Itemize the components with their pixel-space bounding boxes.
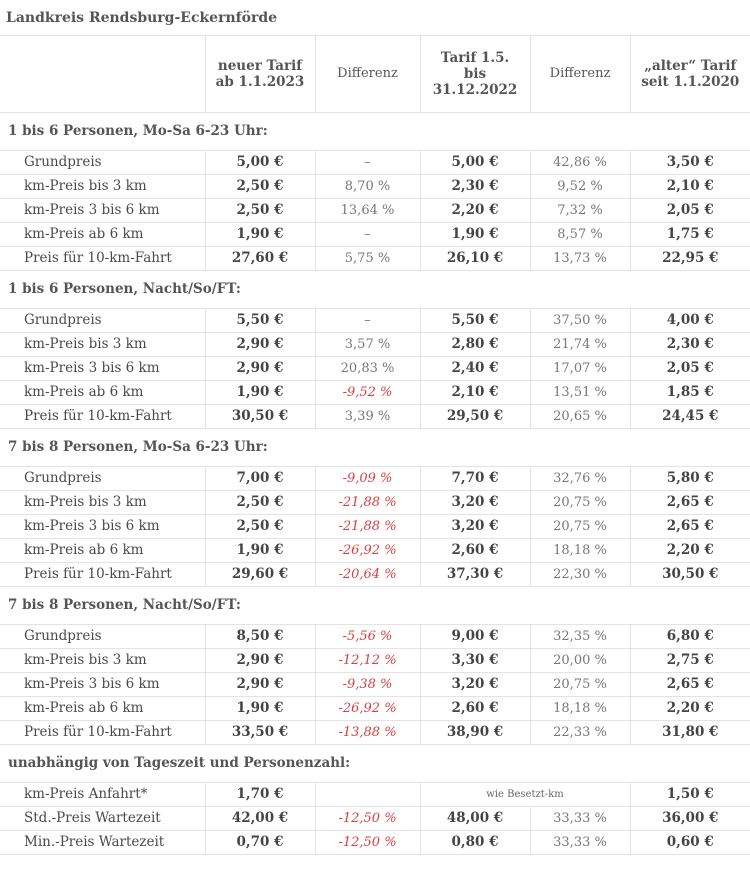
row-label: Grundpreis (0, 624, 205, 648)
section-header-row (0, 112, 750, 150)
price-interim: 9,00 € (420, 624, 530, 648)
price-interim: 2,20 € (420, 198, 530, 222)
difference-interim-vs-old: 18,18 % (530, 696, 630, 720)
difference-new-vs-interim: -21,88 % (315, 514, 420, 538)
header-difference-1: Differenz (315, 36, 420, 112)
difference-new-vs-interim: -9,38 % (315, 672, 420, 696)
difference-new-vs-interim: -12,50 % (315, 806, 420, 830)
difference-interim-vs-old: 22,33 % (530, 720, 630, 744)
price-new: 2,90 € (205, 648, 315, 672)
price-old: 2,30 € (630, 332, 750, 356)
price-new: 42,00 € (205, 806, 315, 830)
section-title: 7 bis 8 Personen, Nacht/So/FT: (0, 586, 750, 624)
section-header-row (0, 428, 750, 466)
difference-new-vs-interim: – (315, 222, 420, 246)
row-label: Preis für 10-km-Fahrt (0, 404, 205, 428)
section-header-row (0, 744, 750, 782)
price-new: 2,90 € (205, 672, 315, 696)
section-title: 7 bis 8 Personen, Mo-Sa 6-23 Uhr: (0, 428, 750, 466)
difference-new-vs-interim: -12,12 % (315, 648, 420, 672)
row-label: Grundpreis (0, 466, 205, 490)
header-row (0, 36, 750, 112)
price-interim: 2,10 € (420, 380, 530, 404)
table-row (0, 150, 750, 174)
row-label: Grundpreis (0, 150, 205, 174)
row-label: km-Preis bis 3 km (0, 490, 205, 514)
difference-new-vs-interim: 3,57 % (315, 332, 420, 356)
difference-interim-vs-old: 7,32 % (530, 198, 630, 222)
table-row (0, 624, 750, 648)
price-interim: 48,00 € (420, 806, 530, 830)
price-new: 33,50 € (205, 720, 315, 744)
price-new: 1,90 € (205, 380, 315, 404)
row-label: Preis für 10-km-Fahrt (0, 720, 205, 744)
price-new: 2,90 € (205, 356, 315, 380)
section-title: 1 bis 6 Personen, Nacht/So/FT: (0, 270, 750, 308)
price-interim: 37,30 € (420, 562, 530, 586)
price-interim: 3,20 € (420, 490, 530, 514)
difference-interim-vs-old: 20,00 % (530, 648, 630, 672)
price-interim: 2,60 € (420, 538, 530, 562)
difference-new-vs-interim: -12,50 % (315, 830, 420, 854)
table-row (0, 332, 750, 356)
table-row (0, 514, 750, 538)
row-label: km-Preis 3 bis 6 km (0, 356, 205, 380)
difference-new-vs-interim (315, 782, 420, 806)
price-new: 5,50 € (205, 308, 315, 332)
price-old: 4,00 € (630, 308, 750, 332)
table-row (0, 806, 750, 830)
price-interim: 3,30 € (420, 648, 530, 672)
price-interim: 3,20 € (420, 672, 530, 696)
price-new: 2,90 € (205, 332, 315, 356)
price-old: 1,85 € (630, 380, 750, 404)
difference-interim-vs-old: 33,33 % (530, 830, 630, 854)
price-old: 30,50 € (630, 562, 750, 586)
difference-interim-vs-old: 17,07 % (530, 356, 630, 380)
price-old: 5,80 € (630, 466, 750, 490)
row-label: Preis für 10-km-Fahrt (0, 246, 205, 270)
table-row (0, 672, 750, 696)
row-label: Min.-Preis Wartezeit (0, 830, 205, 854)
price-old: 2,05 € (630, 356, 750, 380)
price-old: 31,80 € (630, 720, 750, 744)
difference-interim-vs-old: 22,30 % (530, 562, 630, 586)
row-label: km-Preis bis 3 km (0, 648, 205, 672)
table-row (0, 696, 750, 720)
price-new: 2,50 € (205, 514, 315, 538)
section-header-row (0, 270, 750, 308)
table-row (0, 222, 750, 246)
difference-new-vs-interim: -9,52 % (315, 380, 420, 404)
price-new: 1,90 € (205, 538, 315, 562)
price-new: 30,50 € (205, 404, 315, 428)
row-label: Grundpreis (0, 308, 205, 332)
price-new: 0,70 € (205, 830, 315, 854)
header-interim-tariff: Tarif 1.5. bis 31.12.2022 (420, 36, 530, 112)
row-label: km-Preis Anfahrt* (0, 782, 205, 806)
price-old: 2,65 € (630, 672, 750, 696)
price-old: 2,05 € (630, 198, 750, 222)
price-interim: 26,10 € (420, 246, 530, 270)
row-label: km-Preis ab 6 km (0, 380, 205, 404)
section-title: unabhängig von Tageszeit und Personenzahl: (0, 744, 750, 782)
row-label: km-Preis ab 6 km (0, 222, 205, 246)
interim-note: wie Besetzt-km (420, 782, 630, 806)
price-old: 3,50 € (630, 150, 750, 174)
price-old: 22,95 € (630, 246, 750, 270)
price-old: 1,75 € (630, 222, 750, 246)
difference-interim-vs-old: 32,76 % (530, 466, 630, 490)
tariff-table (0, 36, 750, 855)
difference-new-vs-interim: -21,88 % (315, 490, 420, 514)
price-new: 8,50 € (205, 624, 315, 648)
difference-interim-vs-old: 21,74 % (530, 332, 630, 356)
section-header-row (0, 586, 750, 624)
row-label: km-Preis 3 bis 6 km (0, 672, 205, 696)
difference-new-vs-interim: -5,56 % (315, 624, 420, 648)
price-new: 2,50 € (205, 174, 315, 198)
price-interim: 29,50 € (420, 404, 530, 428)
price-new: 1,90 € (205, 696, 315, 720)
price-new: 1,90 € (205, 222, 315, 246)
price-new: 1,70 € (205, 782, 315, 806)
difference-new-vs-interim: -20,64 % (315, 562, 420, 586)
table-row (0, 380, 750, 404)
header-empty (0, 36, 205, 112)
difference-interim-vs-old: 32,35 % (530, 624, 630, 648)
price-new: 5,00 € (205, 150, 315, 174)
difference-new-vs-interim: – (315, 150, 420, 174)
price-interim: 0,80 € (420, 830, 530, 854)
difference-interim-vs-old: 18,18 % (530, 538, 630, 562)
price-interim: 2,30 € (420, 174, 530, 198)
row-label: km-Preis 3 bis 6 km (0, 514, 205, 538)
difference-interim-vs-old: 20,75 % (530, 490, 630, 514)
table-row (0, 246, 750, 270)
table-row (0, 198, 750, 222)
table-row (0, 356, 750, 380)
difference-new-vs-interim: -26,92 % (315, 538, 420, 562)
difference-interim-vs-old: 42,86 % (530, 150, 630, 174)
price-new: 29,60 € (205, 562, 315, 586)
price-old: 2,65 € (630, 514, 750, 538)
price-new: 27,60 € (205, 246, 315, 270)
price-old: 2,10 € (630, 174, 750, 198)
price-new: 7,00 € (205, 466, 315, 490)
price-new: 2,50 € (205, 490, 315, 514)
row-label: km-Preis bis 3 km (0, 174, 205, 198)
difference-new-vs-interim: 13,64 % (315, 198, 420, 222)
row-label: km-Preis 3 bis 6 km (0, 198, 205, 222)
table-row (0, 562, 750, 586)
price-old: 36,00 € (630, 806, 750, 830)
difference-interim-vs-old: 8,57 % (530, 222, 630, 246)
table-row (0, 174, 750, 198)
price-interim: 5,00 € (420, 150, 530, 174)
price-interim: 1,90 € (420, 222, 530, 246)
table-row (0, 490, 750, 514)
header-new-tariff: neuer Tarif ab 1.1.2023 (205, 36, 315, 112)
price-interim: 2,60 € (420, 696, 530, 720)
difference-new-vs-interim: 8,70 % (315, 174, 420, 198)
difference-interim-vs-old: 37,50 % (530, 308, 630, 332)
section-title: 1 bis 6 Personen, Mo-Sa 6-23 Uhr: (0, 112, 750, 150)
difference-new-vs-interim: 5,75 % (315, 246, 420, 270)
price-old: 2,65 € (630, 490, 750, 514)
price-interim: 3,20 € (420, 514, 530, 538)
price-old: 2,20 € (630, 538, 750, 562)
table-row (0, 782, 750, 806)
row-label: Preis für 10-km-Fahrt (0, 562, 205, 586)
table-row (0, 538, 750, 562)
price-old: 2,75 € (630, 648, 750, 672)
row-label: Std.-Preis Wartezeit (0, 806, 205, 830)
price-old: 6,80 € (630, 624, 750, 648)
price-interim: 2,80 € (420, 332, 530, 356)
table-row (0, 720, 750, 744)
header-difference-2: Differenz (530, 36, 630, 112)
price-old: 2,20 € (630, 696, 750, 720)
header-old-tariff: „alter“ Tarif seit 1.1.2020 (630, 36, 750, 112)
difference-new-vs-interim: – (315, 308, 420, 332)
price-new: 2,50 € (205, 198, 315, 222)
price-old: 24,45 € (630, 404, 750, 428)
difference-interim-vs-old: 13,51 % (530, 380, 630, 404)
price-interim: 5,50 € (420, 308, 530, 332)
difference-interim-vs-old: 33,33 % (530, 806, 630, 830)
difference-interim-vs-old: 9,52 % (530, 174, 630, 198)
row-label: km-Preis ab 6 km (0, 696, 205, 720)
row-label: km-Preis bis 3 km (0, 332, 205, 356)
difference-interim-vs-old: 20,75 % (530, 672, 630, 696)
difference-interim-vs-old: 13,73 % (530, 246, 630, 270)
difference-new-vs-interim: 3,39 % (315, 404, 420, 428)
table-row (0, 308, 750, 332)
price-interim: 38,90 € (420, 720, 530, 744)
table-row (0, 830, 750, 854)
difference-new-vs-interim: -26,92 % (315, 696, 420, 720)
table-row (0, 648, 750, 672)
table-row (0, 466, 750, 490)
price-interim: 2,40 € (420, 356, 530, 380)
difference-interim-vs-old: 20,65 % (530, 404, 630, 428)
price-old: 1,50 € (630, 782, 750, 806)
page-title: Landkreis Rendsburg-Eckernförde (0, 0, 750, 36)
row-label: km-Preis ab 6 km (0, 538, 205, 562)
difference-new-vs-interim: -9,09 % (315, 466, 420, 490)
price-interim: 7,70 € (420, 466, 530, 490)
table-row (0, 404, 750, 428)
difference-interim-vs-old: 20,75 % (530, 514, 630, 538)
price-old: 0,60 € (630, 830, 750, 854)
difference-new-vs-interim: -13,88 % (315, 720, 420, 744)
difference-new-vs-interim: 20,83 % (315, 356, 420, 380)
